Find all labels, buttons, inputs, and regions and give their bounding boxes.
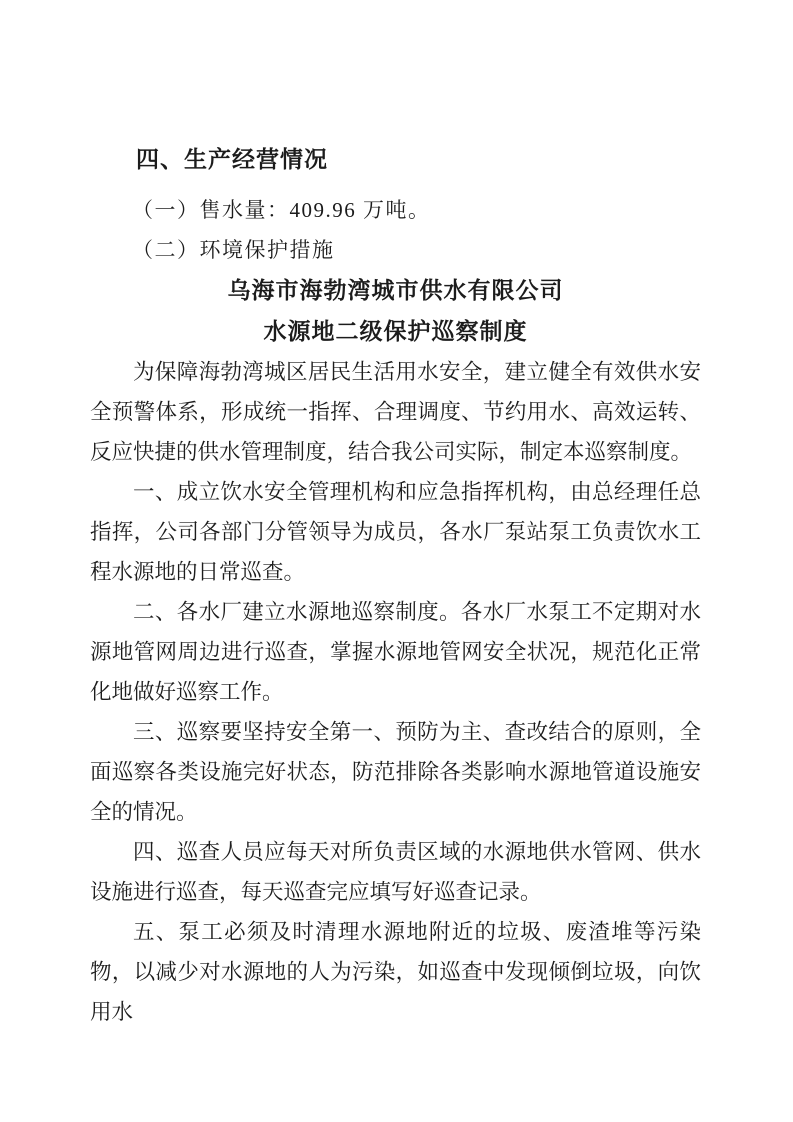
document-content — [90, 142, 701, 1032]
body-paragraph-intro: 为保障海勃湾城区居民生活用水安全，建立健全有效供水安全预警体系，形成统一指挥、合理调度、节约用水、高效运转、反应快捷的供水管理制度，结合我公司实际，制定本巡察制度。 — [90, 360, 701, 464]
list-item-env-protection: （二）环境保护措施 — [132, 238, 335, 262]
section-heading: 四、生产经营情况 — [136, 146, 328, 172]
body-paragraph-rule-1: 一、成立饮水安全管理机构和应急指挥机构，由总经理任总指挥，公司各部门分管领导为成员，各水厂泵站泵工负责饮水工程水源地的日常巡查。 — [90, 480, 701, 584]
list-item-sale-volume: （一）售水量：409.96 万吨。 — [132, 198, 431, 222]
body-paragraph-rule-4: 四、巡查人员应每天对所负责区域的水源地供水管网、供水设施进行巡查，每天巡查完应填写好巡查记录。 — [90, 840, 701, 904]
body-paragraph-rule-3: 三、巡察要坚持安全第一、预防为主、查改结合的原则，全面巡察各类设施完好状态，防范排除各类影响水源地管道设施安全的情况。 — [90, 720, 701, 824]
body-paragraph-rule-5: 五、泵工必须及时清理水源地附近的垃圾、废渣堆等污染物，以减少对水源地的人为污染，如巡查中发现倾倒垃圾，向饮用水 — [90, 920, 701, 1024]
doc-title-subject: 水源地二级保护巡察制度 — [263, 318, 528, 344]
body-paragraph-rule-2: 二、各水厂建立水源地巡察制度。各水厂水泵工不定期对水源地管网周边进行巡查，掌握水源地管网安全状况，规范化正常化地做好巡察工作。 — [90, 600, 701, 704]
doc-title-company: 乌海市海勃湾城市供水有限公司 — [227, 277, 564, 303]
